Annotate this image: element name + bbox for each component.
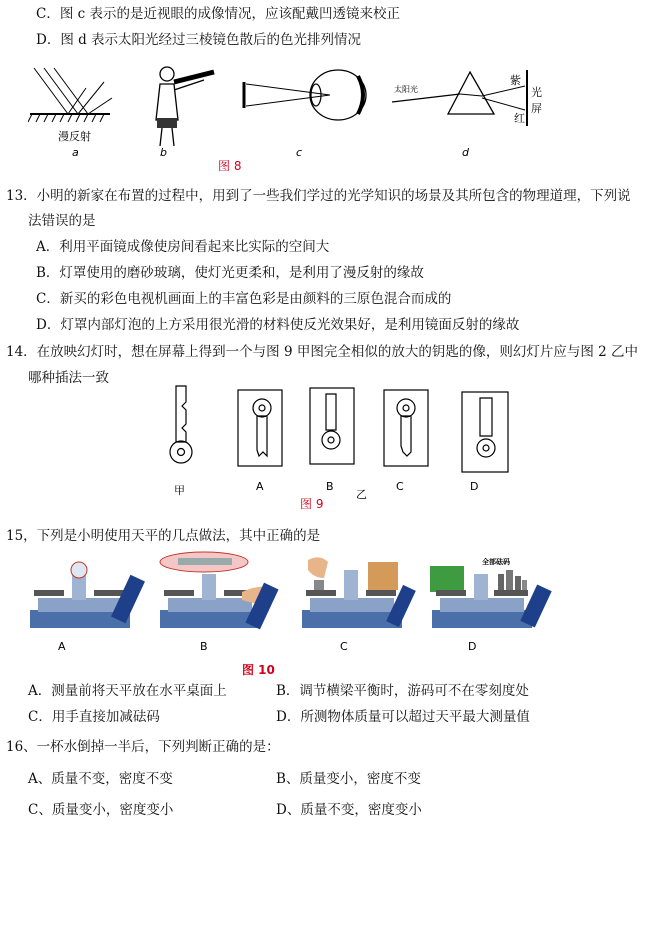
option-c-text: C．图 c 表示的是近视眼的成像情况，应该配戴凹透镜来校正 bbox=[36, 6, 400, 22]
fig9-d-label: D bbox=[470, 480, 479, 493]
balance-picture-d bbox=[430, 557, 552, 628]
q13-option-b: B．灯罩使用的磨砂玻璃，使灯光更柔和，是利用了漫反射的缘故 bbox=[36, 265, 424, 281]
q16-option-d: D、质量不变，密度变小 bbox=[276, 802, 422, 818]
fig10-a-label: A bbox=[58, 640, 66, 653]
q16-option-a: A、质量不变，密度不变 bbox=[28, 771, 173, 787]
fig9-yi-label: 乙 bbox=[356, 488, 367, 501]
fig8-c-label: c bbox=[296, 146, 303, 159]
screen-label-1: 光 bbox=[531, 86, 542, 99]
telescope-person-picture bbox=[156, 67, 214, 159]
q15-stem: 15，下列是小明使用天平的几点做法，其中正确的是 bbox=[6, 528, 321, 544]
fig9-jia-label: 甲 bbox=[174, 484, 185, 497]
sun-light-label: 太阳光 bbox=[394, 85, 418, 94]
fig9-c-label: C bbox=[396, 480, 404, 493]
all-weights-label: 全部砝码 bbox=[482, 558, 510, 566]
q15-option-b: B．调节横梁平衡时，游码可不在零刻度处 bbox=[276, 683, 529, 699]
q13-stem-line1: 13．小明的新家在布置的过程中，用到了一些我们学过的光学知识的场景及其所包含的物理道理，下列说 bbox=[6, 188, 631, 204]
balance-picture-c bbox=[302, 557, 416, 628]
prism-diagram bbox=[392, 70, 542, 159]
fig9-a-label: A bbox=[256, 480, 264, 493]
q13-stem-line2: 法错误的是 bbox=[28, 213, 96, 229]
q14-stem-line2: 哪种插法一致 bbox=[28, 370, 109, 386]
q15-option-a: A．测量前将天平放在水平桌面上 bbox=[28, 683, 227, 699]
fig8-a-sublabel: 漫反射 bbox=[58, 130, 91, 143]
q13-option-c: C．新买的彩色电视机画面上的丰富色彩是由颜料的三原色混合而成的 bbox=[36, 291, 452, 307]
q15-option-d: D．所测物体质量可以超过天平最大测量值 bbox=[276, 709, 530, 725]
key-option-c bbox=[384, 390, 428, 466]
fig9-caption: 图 9 bbox=[300, 497, 324, 511]
fig10-caption: 图 10 bbox=[242, 663, 275, 677]
q16-option-b: B、质量变小，密度不变 bbox=[276, 771, 421, 787]
option-d-text: D．图 d 表示太阳光经过三棱镜色散后的色光排列情况 bbox=[36, 32, 362, 48]
key-option-b bbox=[310, 388, 354, 464]
key-option-a bbox=[238, 390, 282, 466]
figure-9 bbox=[150, 380, 520, 515]
q13-option-a: A．利用平面镜成像使房间看起来比实际的空间大 bbox=[36, 239, 330, 255]
screen-label-2: 屏 bbox=[531, 102, 542, 115]
fig10-d-label: D bbox=[468, 640, 477, 653]
red-light-label: 红 bbox=[514, 112, 525, 125]
key-option-d bbox=[462, 392, 508, 472]
fig8-caption: 图 8 bbox=[218, 159, 242, 173]
balance-picture-b bbox=[160, 552, 279, 629]
key-jia bbox=[170, 386, 192, 463]
fig9-b-label: B bbox=[326, 480, 334, 493]
fig10-b-label: B bbox=[200, 640, 208, 653]
purple-label: 紫 bbox=[510, 74, 521, 87]
diffuse-reflection-diagram bbox=[28, 68, 112, 159]
figure-10 bbox=[28, 548, 588, 678]
fig8-a-label: a bbox=[72, 146, 79, 159]
q13-option-d: D．灯罩内部灯泡的上方采用很光滑的材料使反光效果好，是利用镜面反射的缘故 bbox=[36, 317, 520, 333]
q16-option-c: C、质量变小，密度变小 bbox=[28, 802, 174, 818]
fig8-b-label: b bbox=[160, 146, 167, 159]
q15-option-c: C．用手直接加减砝码 bbox=[28, 709, 160, 725]
fig10-c-label: C bbox=[340, 640, 348, 653]
eye-diagram bbox=[244, 70, 366, 159]
balance-picture-a bbox=[30, 562, 145, 628]
figure-8 bbox=[28, 60, 558, 175]
q14-stem-line1: 14．在放映幻灯时，想在屏幕上得到一个与图 9 甲图完全相似的放大的钥匙的像，则幻灯片应与图 2 乙中 bbox=[6, 344, 639, 360]
fig8-d-label: d bbox=[462, 146, 469, 159]
q16-stem: 16、一杯水倒掉一半后，下列判断正确的是： bbox=[6, 739, 280, 755]
